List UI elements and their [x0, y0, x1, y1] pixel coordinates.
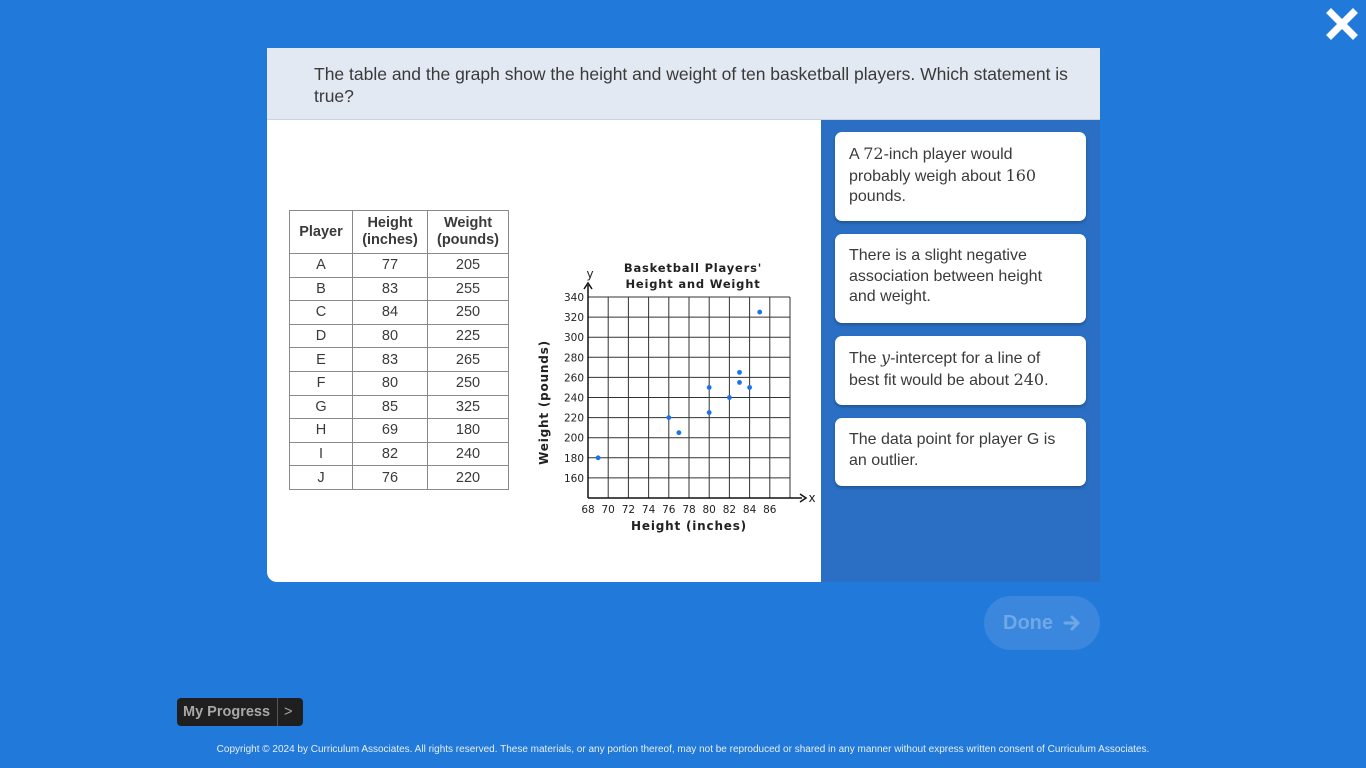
y-tick-label: 300 [563, 332, 584, 345]
table-header-player: Player [290, 211, 353, 254]
table-header-weight [428, 211, 509, 254]
table-cell: 205 [428, 254, 509, 278]
answer-panel [821, 120, 1100, 582]
x-tick-label: 78 [682, 504, 696, 516]
question-card [267, 48, 1100, 582]
data-point [596, 455, 601, 460]
choice-c-math-2: 240 [1013, 369, 1045, 389]
table-cell: 82 [353, 442, 428, 466]
choice-a-math-2: 160 [1005, 165, 1037, 185]
x-axis-label: Height (inches) [631, 519, 747, 533]
table-header-row [290, 211, 509, 254]
player-table [289, 210, 509, 490]
table-row [290, 466, 509, 490]
table-cell: 255 [428, 277, 509, 301]
chart-title-line-2: Height and Weight [625, 277, 761, 291]
choice-c-text-1: The [849, 350, 882, 367]
table-cell: 77 [353, 254, 428, 278]
table-header-weight-text: Weight (pounds) [436, 215, 499, 248]
table-row [290, 301, 509, 325]
table-cell: G [290, 395, 353, 419]
chart-title-line-1: Basketball Players' [623, 261, 763, 275]
table-cell: 76 [353, 466, 428, 490]
data-point [707, 410, 712, 415]
y-tick-label: 280 [563, 352, 584, 365]
table-header-height-text: Height (inches) [362, 215, 418, 248]
scatter-plot [517, 208, 817, 533]
table-cell: 80 [353, 371, 428, 395]
y-tick-label: 200 [563, 432, 584, 445]
copyright-text: Copyright © 2024 by Curriculum Associates. All rights reserved. These materials, or any portion thereof, may not be reproduced or shared in any manner without express written consent of Curriculum Associates. [216, 744, 1150, 755]
question-text: The table and the graph show the height and weight of ten basketball players. Which statement is true? [314, 64, 1068, 106]
my-progress-button[interactable] [177, 698, 303, 726]
choice-d-text: The data point for player G is an outlier. [849, 431, 1056, 469]
table-cell: D [290, 324, 353, 348]
data-point [727, 395, 732, 400]
done-label: Done [1003, 611, 1053, 634]
table-row [290, 324, 509, 348]
choice-b-text: There is a slight negative association between height and weight. [849, 247, 1043, 305]
y-tick-label: 160 [563, 472, 584, 485]
table-row [290, 395, 509, 419]
data-point [677, 430, 682, 435]
y-axis-letter: y [586, 267, 594, 281]
x-tick-label: 72 [621, 504, 636, 516]
table-cell: H [290, 419, 353, 443]
x-tick-label: 76 [662, 504, 676, 516]
table-row [290, 419, 509, 443]
table-cell: 180 [428, 419, 509, 443]
y-tick-label: 320 [563, 312, 584, 325]
y-axis-label: Weight (pounds) [537, 340, 551, 465]
table-cell: 83 [353, 348, 428, 372]
done-button[interactable] [984, 596, 1100, 650]
y-tick-label: 260 [563, 372, 584, 385]
x-tick-label: 70 [601, 504, 615, 516]
x-axis-letter: x [808, 491, 816, 505]
x-tick-label: 80 [702, 504, 716, 516]
answer-choice-c[interactable] [835, 336, 1086, 405]
table-cell: A [290, 254, 353, 278]
table-header-height [353, 211, 428, 254]
table-row [290, 254, 509, 278]
table-cell: 225 [428, 324, 509, 348]
my-progress-label: My Progress [183, 704, 271, 720]
answer-choice-d[interactable] [835, 418, 1086, 486]
table-cell: C [290, 301, 353, 325]
table-row [290, 442, 509, 466]
choice-c-text-3: . [1044, 371, 1049, 389]
question-header [267, 48, 1100, 120]
x-tick-label: 84 [742, 504, 757, 516]
data-point [707, 385, 712, 390]
table-cell: I [290, 442, 353, 466]
table-cell: 84 [353, 301, 428, 325]
y-tick-label: 340 [563, 292, 584, 304]
choice-a-text-2: -inch player would probably weigh about [849, 146, 1013, 185]
table-cell: 325 [428, 395, 509, 419]
arrow-right-icon [1063, 614, 1081, 632]
answer-choice-a[interactable] [835, 132, 1086, 221]
choice-a-text-3: pounds. [849, 188, 906, 205]
x-tick-label: 86 [763, 504, 777, 516]
table-cell: 69 [353, 419, 428, 443]
data-point [666, 415, 671, 420]
table-cell: J [290, 466, 353, 490]
choice-c-text-2: -intercept for a line of best fit would be about [849, 350, 1041, 389]
close-x-icon [1326, 8, 1358, 40]
data-point [747, 385, 752, 390]
x-tick-label: 68 [581, 504, 595, 516]
table-cell: 250 [428, 371, 509, 395]
table-cell: 240 [428, 442, 509, 466]
chevron-right-icon: > [284, 704, 293, 720]
x-tick-label: 82 [722, 504, 737, 516]
table-cell: 220 [428, 466, 509, 490]
data-point [757, 310, 762, 315]
table-cell: 83 [353, 277, 428, 301]
close-button[interactable] [1326, 8, 1358, 40]
table-body [290, 254, 509, 490]
x-tick-label: 74 [641, 504, 656, 516]
table-row [290, 371, 509, 395]
choice-a-text-1: A [849, 146, 864, 163]
y-tick-label: 240 [563, 392, 584, 405]
table-cell: B [290, 277, 353, 301]
table-cell: E [290, 348, 353, 372]
choice-a-math-1: 72 [863, 144, 884, 163]
y-tick-label: 180 [563, 452, 584, 465]
answer-choice-b[interactable] [835, 234, 1086, 323]
table-cell: 265 [428, 348, 509, 372]
data-point [737, 370, 742, 375]
table-cell: 80 [353, 324, 428, 348]
y-tick-label: 220 [563, 412, 584, 425]
table-row [290, 348, 509, 372]
table-cell: F [290, 371, 353, 395]
choice-c-math-1: y [881, 348, 891, 367]
data-point [737, 380, 742, 385]
table-cell: 250 [428, 301, 509, 325]
table-cell: 85 [353, 395, 428, 419]
table-row [290, 277, 509, 301]
